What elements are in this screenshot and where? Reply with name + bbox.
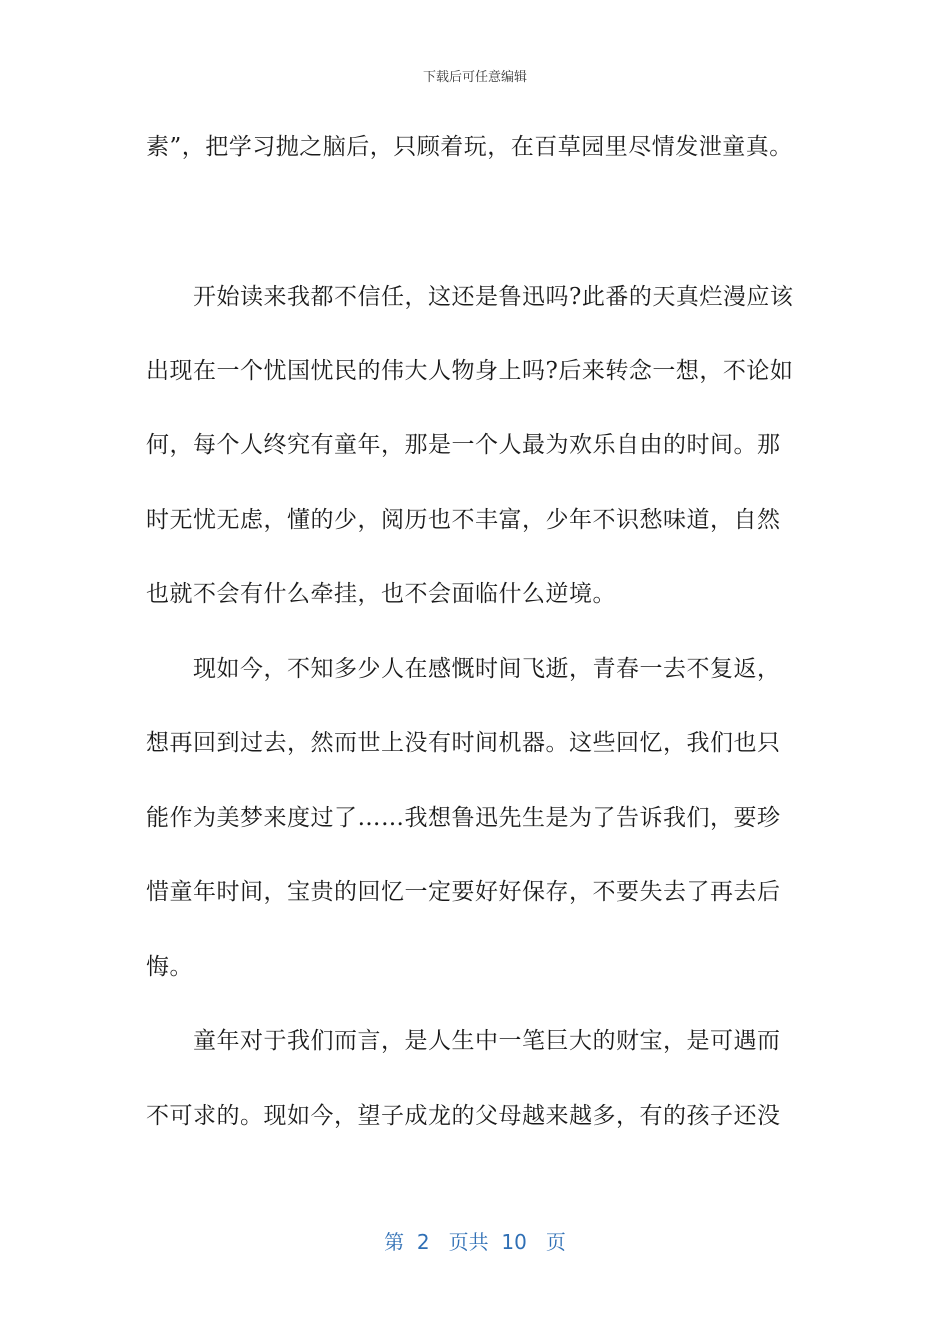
text-line: 想再回到过去，然而世上没有时间机器。这些回忆，我们也只 [146,730,781,756]
text-line: 能作为美梦来度过了……我想鲁迅先生是为了告诉我们，要珍 [146,805,781,831]
text-line: 惜童年时间，宝贵的回忆一定要好好保存，不要失去了再去后 [146,879,781,905]
text-line: 开始读来我都不信任，这还是鲁迅吗?此番的天真烂漫应该 [193,284,794,310]
text-line: 素”，把学习抛之脑后，只顾着玩，在百草园里尽情发泄童真。 [146,134,793,160]
text-line: 出现在一个忧国忧民的伟大人物身上吗?后来转念一想，不论如 [146,358,794,384]
text-line: 何，每个人终究有童年，那是一个人最为欢乐自由的时间。那 [146,432,781,458]
text-line: 童年对于我们而言，是人生中一笔巨大的财宝，是可遇而 [193,1028,781,1054]
page-header: 下载后可任意编辑 [422,70,527,85]
text-line: 现如今，不知多少人在感慨时间飞逝，青春一去不复返， [193,656,781,682]
page-footer: 第 2 页共 10 页 [384,1230,566,1254]
text-line: 时无忧无虑，懂的少，阅历也不丰富，少年不识愁味道，自然 [146,507,781,533]
text-line: 也就不会有什么牵挂，也不会面临什么逆境。 [146,581,616,607]
text-line: 悔。 [146,954,193,980]
text-line: 不可求的。现如今，望子成龙的父母越来越多，有的孩子还没 [146,1103,781,1129]
